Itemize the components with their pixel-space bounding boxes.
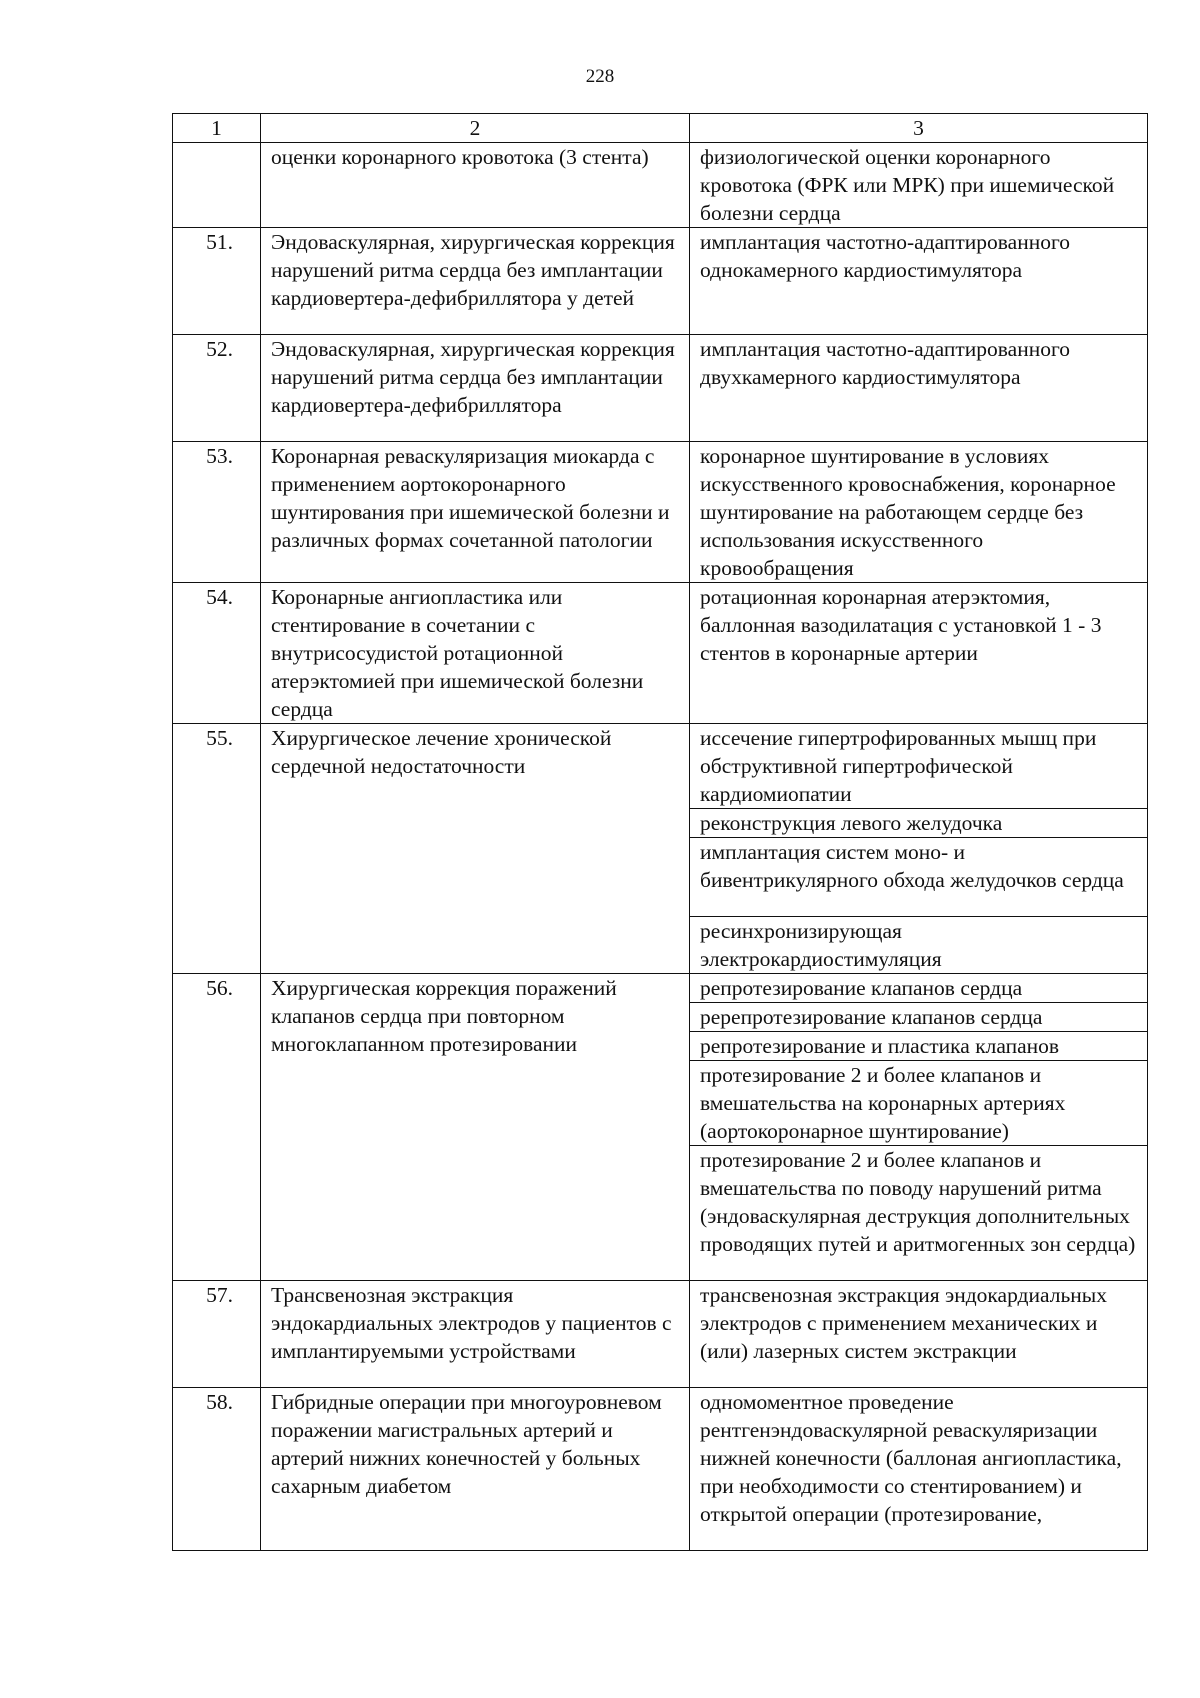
table-row (173, 335, 1148, 442)
row-name: Коронарные ангиопластика или стентирование в сочетании с внутрисосудистой ротационной атерэктомией при ишемической болезни сердца (261, 583, 690, 724)
row-method: протезирование 2 и более клапанов и вмешательства на коронарных артериях (аортокоронарное шунтирование) (690, 1061, 1148, 1146)
row-name: Эндоваскулярная, хирургическая коррекция нарушений ритма сердца без имплантации кардиовертера-дефибриллятора у детей (261, 228, 690, 335)
row-number: 56. (173, 974, 261, 1281)
row-method: репротезирование и пластика клапанов (690, 1032, 1148, 1061)
table-row (173, 143, 1148, 228)
row-method: имплантация частотно-адаптированного однокамерного кардиостимулятора (690, 228, 1148, 335)
page-number: 228 (585, 66, 615, 87)
row-name: Гибридные операции при многоуровневом поражении магистральных артерий и артерий нижних конечностей у больных сахарным диабетом (261, 1388, 690, 1551)
row-method: ресинхронизирующая электрокардиостимуляция (690, 917, 1148, 974)
row-name: Хирургическая коррекция поражений клапанов сердца при повторном многоклапанном протезировании (261, 974, 690, 1281)
row-number: 53. (173, 442, 261, 583)
row-number: 54. (173, 583, 261, 724)
row-name: Эндоваскулярная, хирургическая коррекция нарушений ритма сердца без имплантации кардиовертера-дефибриллятора (261, 335, 690, 442)
row-name: Хирургическое лечение хронической сердечной недостаточности (261, 724, 690, 974)
table-row (173, 442, 1148, 583)
row-number: 57. (173, 1281, 261, 1388)
row-method: ререпротезирование клапанов сердца (690, 1003, 1148, 1032)
table-row (173, 1388, 1148, 1551)
row-method: коронарное шунтирование в условиях искусственного кровоснабжения, коронарное шунтирование на работающем сердце без использования искусственного кровообращения (690, 442, 1148, 583)
row-method: иссечение гипертрофированных мышц при обструктивной гипертрофической кардиомиопатии (690, 724, 1148, 809)
procedures-table (172, 113, 1148, 1551)
header-cell-1: 1 (173, 114, 261, 143)
row-name: Трансвенозная экстракция эндокардиальных электродов у пациентов с имплантируемыми устройствами (261, 1281, 690, 1388)
header-cell-3: 3 (690, 114, 1148, 143)
table-row (173, 583, 1148, 724)
table-row (173, 1281, 1148, 1388)
row-method: протезирование 2 и более клапанов и вмешательства по поводу нарушений ритма (эндоваскулярная деструкция дополнительных проводящих путей и аритмогенных зон сердца) (690, 1146, 1148, 1281)
row-number: 58. (173, 1388, 261, 1551)
row-method: репротезирование клапанов сердца (690, 974, 1148, 1003)
row-number: 55. (173, 724, 261, 974)
row-name: оценки коронарного кровотока (3 стента) (261, 143, 690, 228)
header-cell-2: 2 (261, 114, 690, 143)
table-row (173, 724, 1148, 809)
row-number: 51. (173, 228, 261, 335)
row-method: трансвенозная экстракция эндокардиальных электродов с применением механических и (или) лазерных систем экстракции (690, 1281, 1148, 1388)
row-method: имплантация систем моно- и бивентрикулярного обхода желудочков сердца (690, 838, 1148, 917)
row-method: имплантация частотно-адаптированного двухкамерного кардиостимулятора (690, 335, 1148, 442)
row-method: одномоментное проведение рентгенэндоваскулярной реваскуляризации нижней конечности (баллоная ангиопластика, при необходимости со стентированием) и открытой операции (протезирование, (690, 1388, 1148, 1551)
row-name: Коронарная реваскуляризация миокарда с применением аортокоронарного шунтирования при ишемической болезни и различных формах сочетанной патологии (261, 442, 690, 583)
row-method: физиологической оценки коронарного кровотока (ФРК или МРК) при ишемической болезни сердца (690, 143, 1148, 228)
table-header-row (173, 114, 1148, 143)
row-number (173, 143, 261, 228)
table-row (173, 974, 1148, 1003)
row-method: реконструкция левого желудочка (690, 809, 1148, 838)
table-row (173, 228, 1148, 335)
row-number: 52. (173, 335, 261, 442)
row-method: ротационная коронарная атерэктомия, баллонная вазодилатация с установкой 1 - 3 стентов в коронарные артерии (690, 583, 1148, 724)
